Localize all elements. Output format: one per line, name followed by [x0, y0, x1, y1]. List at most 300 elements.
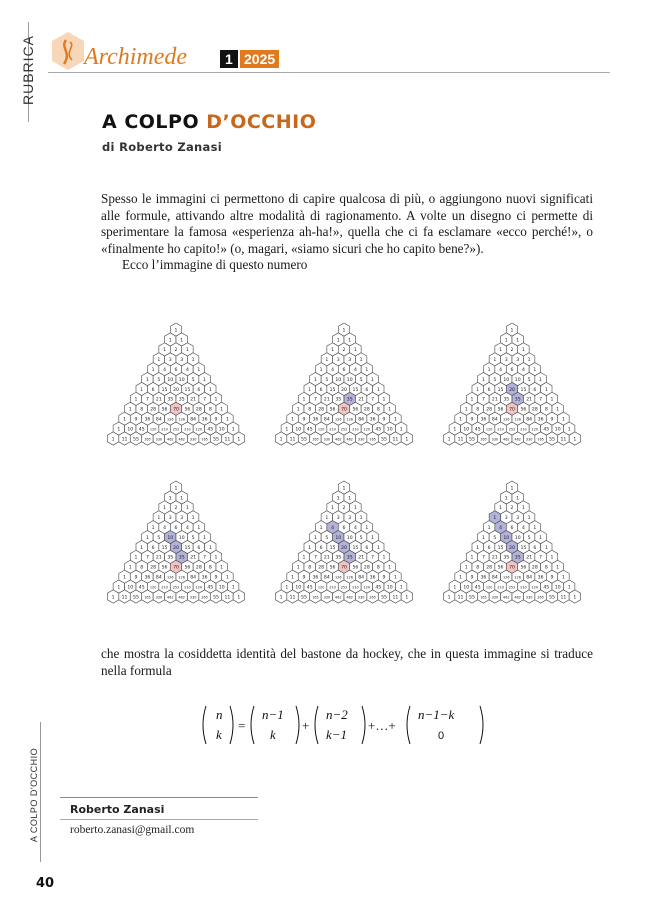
pascal-cell-value: 84 [190, 417, 197, 423]
pascal-cell-value: 126 [514, 575, 521, 580]
pascal-cell-value: 120 [363, 427, 371, 432]
pascal-cell-value: 55 [381, 595, 387, 601]
pascal-cell-value: 7 [203, 555, 207, 561]
pascal-cell-value: 15 [161, 545, 168, 551]
pascal-cell-value: 165 [201, 595, 208, 600]
pascal-cell-value: 1 [308, 545, 312, 551]
author-name: Roberto Zanasi [70, 803, 165, 816]
pascal-cell-value: 462 [167, 437, 174, 442]
pascal-cell-value: 2 [510, 506, 514, 512]
pascal-cell-value: 5 [493, 377, 497, 383]
pascal-cell-value: 20 [173, 545, 179, 551]
pascal-cell-value: 45 [543, 427, 550, 433]
pascal-cell-value: 45 [375, 427, 382, 433]
pascal-cell-value: 15 [329, 545, 336, 551]
pascal-cell-value: 1 [527, 516, 531, 522]
pascal-cell-value: 6 [510, 526, 514, 531]
pascal-cell-value: 10 [554, 427, 561, 433]
pascal-cell-value: 165 [201, 437, 208, 442]
pascal-cell-value: 1 [185, 348, 189, 354]
pascal-cell-value: 3 [168, 516, 172, 522]
pascal-cell-value: 1 [225, 575, 229, 581]
pascal-cell-value: 9 [382, 575, 386, 581]
pascal-cell-value: 28 [531, 407, 538, 413]
figure-caption: che mostra la cosiddetta identità del bastone da hockey, che in questa immagine si traduce nella formula [101, 646, 593, 678]
pascal-cell-value: 10 [218, 427, 225, 433]
pascal-cell-value: 1 [348, 496, 352, 502]
pascal-cell-value: 21 [358, 555, 365, 561]
pascal-cell-value: 10 [463, 585, 470, 591]
pascal-cell-value: 9 [214, 575, 218, 581]
pascal-cell-value: 330 [323, 595, 331, 600]
pascal-cell-value: 56 [329, 407, 336, 413]
pascal-cell-value: 10 [335, 535, 342, 541]
pascal-cell-value: 15 [497, 545, 504, 551]
pascal-cell-value: 1 [573, 437, 577, 443]
pascal-cell-value: 1 [539, 535, 543, 541]
pascal-cell-value: 9 [302, 417, 306, 423]
pascal-cell-value: 1 [296, 565, 300, 571]
pascal-cell-value: 1 [325, 358, 329, 364]
pascal-cell-value: 3 [180, 358, 184, 364]
pascal-cell-value: 1 [174, 486, 178, 492]
pascal-cell-value: 9 [470, 417, 474, 423]
pascal-cell-value: 10 [386, 427, 393, 433]
pascal-cell-value: 1 [302, 397, 306, 403]
pascal-cell-value: 3 [348, 516, 352, 522]
pascal-cell-value: 1 [405, 437, 409, 443]
pascal-cell-value: 35 [514, 397, 521, 403]
pascal-cell-value: 330 [189, 437, 197, 442]
pascal-cell-value: 55 [549, 595, 555, 601]
pascal-cell-value: 10 [503, 377, 510, 383]
pascal-cell-value: 35 [503, 397, 510, 403]
pascal-cell-value: 7 [203, 397, 207, 403]
pascal-cell-value: 10 [463, 427, 470, 433]
pascal-cell-value: 330 [155, 437, 163, 442]
pascal-cell-value: 7 [313, 555, 317, 561]
pascal-cell-value: 36 [537, 575, 544, 581]
pascal-cell-value: 2 [342, 348, 346, 354]
pascal-cell-value: 20 [173, 387, 179, 393]
pascal-cell-value: 1 [168, 338, 172, 344]
pascal-cell-value: 1 [359, 516, 363, 522]
pascal-cell-value: 8 [208, 565, 212, 571]
pascal-cell-value: 6 [174, 368, 178, 373]
pascal-cell-value: 1 [470, 555, 474, 561]
pascal-cell-value: 28 [195, 407, 202, 413]
pascal-cell-value: 165 [480, 595, 487, 600]
pascal-cell-value: 56 [497, 565, 504, 571]
pascal-cell-value: 1 [291, 417, 295, 423]
pascal-cell-value: 1 [197, 526, 201, 531]
hockey-stick-formula [198, 702, 498, 748]
pascal-cell-value: 28 [150, 407, 157, 413]
pascal-cell-value: 36 [201, 575, 208, 581]
author-box-rule-top [60, 797, 258, 798]
pascal-cell-value: 28 [363, 565, 370, 571]
pascal-cell-value: 3 [348, 358, 352, 364]
pascal-cell-value: 210 [520, 427, 527, 432]
pascal-cell-value: 11 [289, 437, 296, 443]
pascal-cell-value: 1 [111, 437, 115, 443]
pascal-cell-value: 28 [486, 407, 493, 413]
pascal-cell-value: 1 [342, 328, 346, 334]
pascal-cell-value: 1 [180, 496, 184, 502]
pascal-cell-value: 330 [189, 595, 197, 600]
pascal-cell-value: 84 [323, 417, 330, 423]
pascal-cell-value: 15 [161, 387, 168, 393]
pascal-cell-value: 126 [346, 575, 353, 580]
pascal-cell-value: 210 [497, 427, 504, 432]
pascal-cell-value: 70 [173, 565, 179, 571]
pascal-cell-value: 3 [504, 516, 508, 522]
pascal-cell-value: 1 [319, 368, 323, 373]
pascal-cell-value: 8 [308, 407, 312, 413]
pascal-cell-value: 84 [491, 575, 498, 581]
pascal-cell-value: 120 [317, 427, 325, 432]
pascal-cell-value: 165 [369, 437, 376, 442]
pascal-cell-value: 126 [167, 417, 174, 422]
pascal-cell-value: 20 [509, 545, 515, 551]
pascal-cell-value: 21 [526, 397, 533, 403]
pascal-cell-value: 165 [144, 595, 151, 600]
pascal-cell-value: 1 [197, 368, 201, 373]
pascal-cell-value: 1 [550, 397, 554, 403]
pascal-cell-value: 15 [520, 545, 527, 551]
pascal-cell-value: 1 [573, 595, 577, 601]
pascal-cell-value: 4 [521, 368, 525, 373]
pascal-cell-value: 21 [358, 397, 365, 403]
pascal-cell-value: 252 [340, 427, 348, 432]
pascal-cell-value: 1 [291, 575, 295, 581]
pascal-cell-value: 6 [365, 387, 369, 393]
pascal-cell-value: 165 [312, 437, 319, 442]
author-email-link[interactable]: roberto.zanasi@gmail.com [70, 824, 195, 836]
pascal-cell-value: 1 [567, 585, 571, 591]
pascal-cell-value: 1 [285, 585, 289, 591]
pascal-cell-value: 330 [525, 595, 533, 600]
pascal-cell-value: 9 [550, 575, 554, 581]
pascal-cell-value: 1 [163, 506, 167, 512]
pascal-cell-value: 21 [491, 397, 498, 403]
pascal-cell-value: 462 [514, 437, 521, 442]
pascal-cell-value: 35 [178, 555, 185, 561]
pascal-cell-value: 21 [323, 397, 330, 403]
pascal-cell-value: 165 [537, 595, 544, 600]
pascal-cell-value: 1 [348, 338, 352, 344]
pascal-cell-value: 252 [508, 585, 516, 590]
pascal-cell-value: 5 [493, 535, 497, 541]
pascal-cell-value: 1 [371, 535, 375, 541]
pascal-cell-value: 7 [371, 555, 375, 561]
pascal-cell-value: 7 [145, 555, 149, 561]
pascal-cell-value: 210 [329, 585, 336, 590]
pascal-cell-value: 5 [157, 535, 161, 541]
pascal-cell-value: 10 [295, 585, 302, 591]
pascal-cell-value: 1 [123, 575, 127, 581]
pascal-cell-value: 4 [185, 526, 189, 531]
issue-number-badge: 1 [220, 50, 238, 68]
pascal-cell-value: 1 [521, 506, 525, 512]
pascal-cell-value: 1 [567, 427, 571, 433]
pascal-cell-value: 126 [178, 417, 185, 422]
pascal-cell-value: 1 [225, 417, 229, 423]
pascal-cell-value: 10 [127, 427, 134, 433]
pascal-cell-value: 8 [140, 565, 144, 571]
pascal-cell-value: 8 [376, 407, 380, 413]
pascal-cell-value: 9 [470, 575, 474, 581]
pascal-cell-value: 1 [459, 575, 463, 581]
pascal-cell-value: 8 [308, 565, 312, 571]
pascal-cell-value: 252 [508, 427, 516, 432]
pascal-cell-value: 36 [480, 575, 487, 581]
pascal-cell-value: 1 [220, 407, 224, 413]
header-rule [48, 72, 610, 73]
pascal-cell-value: 462 [503, 595, 510, 600]
pascal-cell-value: 1 [140, 387, 144, 393]
pascal-cell-value: 1 [353, 348, 357, 354]
pascal-cell-value: 55 [213, 437, 219, 443]
pascal-cell-value: 1 [539, 377, 543, 383]
pascal-cell-value: 28 [150, 565, 157, 571]
intro-paragraph: Spesso le immagini ci permettono di capire qualcosa di più, o aggiungono nuovi significati alle formule, attivando altre modalità di ragionamento. A volte un disegno ci permette di sperimentare la famosa «esperienza ah-ha!», quella che ci fa esclamare «ecco perché!», o «finalmente ho capito!» (o, magari, «siamo sicuri che ho capito bene?»). [101, 191, 593, 256]
pascal-cell-value: 84 [491, 417, 498, 423]
svg-text:n: n [216, 707, 223, 722]
pascal-cell-value: 4 [353, 526, 357, 531]
pascal-cell-value: 1 [533, 526, 537, 531]
pascal-cell-value: 1 [134, 555, 138, 561]
pascal-cell-value: 1 [140, 545, 144, 551]
pascal-cell-value: 28 [318, 407, 325, 413]
magazine-brand: Archimede [84, 44, 188, 70]
pascal-cell-value: 6 [319, 387, 323, 393]
pascal-cell-value: 15 [497, 387, 504, 393]
magazine-header [50, 30, 610, 78]
pascal-cell-value: 84 [155, 575, 162, 581]
pascal-cell-value: 45 [474, 427, 481, 433]
pascal-cell-value: 56 [184, 407, 191, 413]
pascal-cell-value: 6 [510, 368, 514, 373]
pascal-cell-value: 3 [168, 358, 172, 364]
pascal-cell-value: 1 [331, 348, 335, 354]
pascal-cell-value: 6 [487, 387, 491, 393]
pascal-cell-value: 21 [323, 555, 330, 561]
pascal-cell-value: 11 [392, 437, 399, 443]
pascal-cell-value: 6 [342, 526, 346, 531]
figure-intro-paragraph: Ecco l’immagine di questo numero [122, 257, 308, 273]
pascal-cell-value: 1 [493, 358, 497, 364]
pascal-cell-value: 55 [469, 595, 475, 601]
pascal-cell-value: 462 [335, 595, 342, 600]
pascal-cell-value: 210 [161, 585, 168, 590]
pascal-cell-value: 330 [491, 437, 499, 442]
pascal-cell-value: 1 [561, 575, 565, 581]
pascal-cell-value: 165 [144, 437, 151, 442]
pascal-cell-value: 1 [371, 377, 375, 383]
pascal-cell-value: 56 [352, 565, 359, 571]
pascal-cell-value: 7 [481, 555, 485, 561]
pascal-cell-value: 165 [537, 437, 544, 442]
pascal-cell-value: 15 [520, 387, 527, 393]
pascal-cell-value: 1 [302, 555, 306, 561]
pascal-cell-value: 462 [346, 437, 353, 442]
pascal-cell-value: 5 [359, 377, 363, 383]
pascal-cell-value: 126 [335, 417, 342, 422]
pascal-cell-value: 36 [369, 575, 376, 581]
pascal-cell-value: 10 [346, 535, 353, 541]
pascal-cell-value: 6 [533, 545, 537, 551]
pascal-cell-value: 462 [335, 437, 342, 442]
pascal-cell-value: 28 [531, 565, 538, 571]
pascal-cell-value: 4 [331, 526, 335, 531]
pascal-cell-value: 252 [172, 585, 180, 590]
pascal-cell-value: 1 [527, 358, 531, 364]
pascal-cell-value: 330 [357, 437, 365, 442]
pascal-cell-value: 35 [503, 555, 510, 561]
pascal-cell-value: 4 [521, 526, 525, 531]
pascal-cell-value: 1 [157, 516, 161, 522]
pascal-cell-value: 45 [207, 585, 214, 591]
pascal-cell-value: 6 [533, 387, 537, 393]
pascal-cell-value: 6 [174, 526, 178, 531]
pascal-cell-value: 6 [151, 387, 155, 393]
pascal-cell-value: 70 [341, 407, 347, 413]
pascal-cell-value: 36 [201, 417, 208, 423]
pascal-cell-value: 2 [174, 506, 178, 512]
pascal-cell-value: 1 [447, 437, 451, 443]
pascal-cell-value: 36 [144, 417, 151, 423]
pascal-cell-value: 1 [365, 368, 369, 373]
pascal-cell-value: 4 [331, 368, 335, 373]
pascal-cell-value: 1 [388, 565, 392, 571]
pascal-cell-value: 15 [329, 387, 336, 393]
pascal-cell-value: 84 [526, 417, 533, 423]
pascal-cell-value: 11 [457, 595, 464, 601]
article-title: A COLPO D’OCCHIO [102, 111, 317, 133]
pascal-cell-value: 1 [556, 407, 560, 413]
pascal-cell-value: 1 [521, 348, 525, 354]
pascal-cell-value: 1 [319, 526, 323, 531]
pascal-cell-value: 1 [325, 516, 329, 522]
pascal-cell-value: 1 [476, 545, 480, 551]
pascal-cell-value: 11 [224, 437, 231, 443]
pascal-cell-value: 1 [487, 526, 491, 531]
pascal-cell-value: 36 [144, 575, 151, 581]
pascal-triangle-2 [260, 322, 428, 460]
pascal-cell-value: 126 [346, 417, 353, 422]
pascal-cell-value: 36 [369, 417, 376, 423]
pascal-cell-value: 1 [111, 595, 115, 601]
pascal-cell-value: 10 [503, 535, 510, 541]
pascal-cell-value: 8 [476, 407, 480, 413]
pascal-cell-value: 1 [459, 417, 463, 423]
pascal-cell-value: 7 [539, 397, 543, 403]
pascal-cell-value: 1 [453, 585, 457, 591]
pascal-cell-value: 70 [509, 407, 515, 413]
pascal-cell-value: 462 [503, 437, 510, 442]
pascal-cell-value: 21 [491, 555, 498, 561]
pascal-cell-value: 1 [117, 427, 121, 433]
pascal-cell-value: 165 [369, 595, 376, 600]
pascal-cell-value: 1 [203, 535, 207, 541]
pascal-cell-value: 11 [457, 437, 464, 443]
pascal-cell-value: 126 [503, 575, 510, 580]
pascal-cell-value: 1 [504, 338, 508, 344]
page-number: 40 [36, 876, 55, 891]
pascal-cell-value: 3 [336, 516, 340, 522]
pascal-cell-value: 1 [208, 545, 212, 551]
pascal-cell-value: 35 [167, 555, 174, 561]
pascal-cell-value: 1 [151, 368, 155, 373]
article-body [101, 191, 593, 274]
author-box-rule-mid [60, 819, 258, 820]
pascal-cell-value: 1 [237, 595, 241, 601]
pascal-cell-value: 21 [190, 397, 197, 403]
pascal-cell-value: 126 [503, 417, 510, 422]
pascal-cell-value: 8 [476, 565, 480, 571]
pascal-cell-value: 15 [184, 387, 191, 393]
pascal-triangle-4 [92, 480, 260, 618]
pascal-cell-value: 1 [134, 397, 138, 403]
pascal-cell-value: 1 [464, 407, 468, 413]
pascal-cell-value: 4 [185, 368, 189, 373]
pascal-cell-value: 10 [178, 535, 185, 541]
pascal-cell-value: 1 [393, 575, 397, 581]
pascal-cell-value: 120 [149, 585, 157, 590]
pascal-cell-value: 45 [306, 585, 313, 591]
pascal-cell-value: 55 [381, 437, 387, 443]
pascal-cell-value: 5 [359, 535, 363, 541]
pascal-cell-value: 2 [342, 506, 346, 512]
pascal-cell-value: 56 [520, 407, 527, 413]
pascal-cell-value: 1 [544, 387, 548, 393]
pascal-cell-value: 1 [214, 397, 218, 403]
pascal-cell-value: 2 [510, 348, 514, 354]
pascal-cell-value: 11 [289, 595, 296, 601]
pascal-cell-value: 1 [487, 368, 491, 373]
pascal-cell-value: 1 [308, 387, 312, 393]
pascal-cell-value: 1 [279, 437, 283, 443]
svg-text:n−1−k: n−1−k [418, 707, 455, 722]
pascal-cell-value: 84 [323, 575, 330, 581]
pascal-cell-value: 1 [476, 387, 480, 393]
pascal-cell-value: 6 [197, 545, 201, 551]
pascal-cell-value: 45 [474, 585, 481, 591]
pascal-cell-value: 1 [336, 496, 340, 502]
pascal-cell-value: 9 [302, 575, 306, 581]
pascal-cell-value: 20 [509, 387, 515, 393]
pascal-cell-value: 1 [561, 417, 565, 423]
pascal-cell-value: 20 [341, 387, 347, 393]
pascal-cell-value: 1 [470, 397, 474, 403]
pascal-cell-value: 15 [352, 387, 359, 393]
pascal-cell-value: 120 [363, 585, 371, 590]
pascal-cell-value: 7 [539, 555, 543, 561]
pascal-cell-value: 2 [174, 348, 178, 354]
pascal-cell-value: 8 [544, 565, 548, 571]
pascal-cell-value: 126 [167, 575, 174, 580]
pascal-triangles-figure [90, 318, 600, 618]
pascal-cell-value: 35 [346, 555, 353, 561]
pascal-cell-value: 120 [149, 427, 157, 432]
issue-year-badge: 2025 [240, 50, 279, 68]
pascal-cell-value: 28 [195, 565, 202, 571]
pascal-cell-value: 462 [346, 595, 353, 600]
pascal-cell-value: 56 [497, 407, 504, 413]
pascal-cell-value: 1 [237, 437, 241, 443]
pascal-cell-value: 3 [516, 358, 520, 364]
